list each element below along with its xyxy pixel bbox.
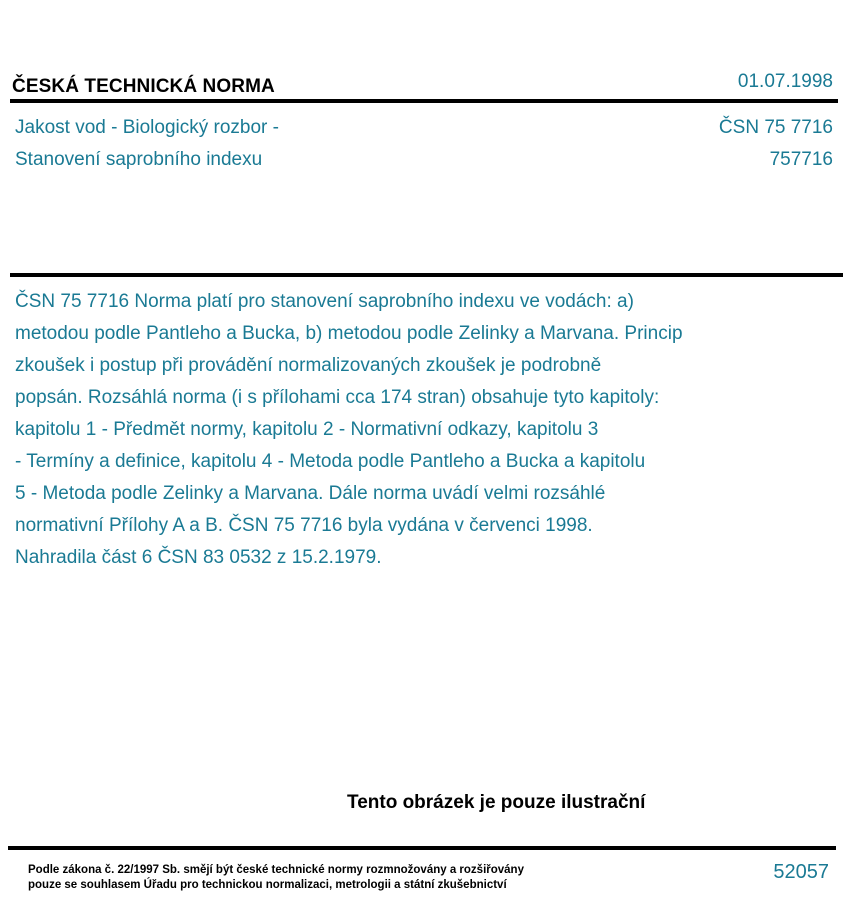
- abstract-line: zkoušek i postup při provádění normalizovaných zkoušek je podrobně: [15, 355, 602, 376]
- section-divider: [10, 273, 843, 277]
- abstract-line: - Termíny a definice, kapitolu 4 - Metoda podle Pantleho a Bucka a kapitolu: [15, 451, 646, 472]
- abstract-line: kapitolu 1 - Předmět normy, kapitolu 2 - Normativní odkazy, kapitolu 3: [15, 419, 599, 440]
- abstract-line: metodou podle Pantleho a Bucka, b) metodou podle Zelinky a Marvana. Princip: [15, 323, 683, 344]
- legal-notice-line-1: Podle zákona č. 22/1997 Sb. smějí být české technické normy rozmnožovány a rozšiřovány: [28, 864, 524, 876]
- subject-title-line-2: Stanovení saprobního indexu: [15, 149, 263, 170]
- abstract-line: Nahradila část 6 ČSN 83 0532 z 15.2.1979.: [15, 547, 382, 568]
- header-divider: [10, 99, 838, 103]
- illustration-note: Tento obrázek je pouze ilustrační: [347, 792, 646, 813]
- footer-divider: [8, 846, 836, 850]
- abstract-line: ČSN 75 7716 Norma platí pro stanovení saprobního indexu ve vodách: a): [15, 291, 634, 312]
- document-number: 52057: [773, 861, 829, 883]
- abstract-text: [15, 286, 815, 574]
- standard-type-heading: ČESKÁ TECHNICKÁ NORMA: [12, 76, 275, 97]
- legal-notice-line-2: pouze se souhlasem Úřadu pro technickou normalizaci, metrologii a státní zkušebnictví: [28, 879, 507, 891]
- abstract-line: 5 - Metoda podle Zelinky a Marvana. Dále norma uvádí velmi rozsáhlé: [15, 483, 606, 504]
- publication-date: 01.07.1998: [737, 71, 833, 92]
- abstract-line: popsán. Rozsáhlá norma (i s přílohami cca 174 stran) obsahuje tyto kapitoly:: [15, 387, 660, 408]
- subject-title-line-1: Jakost vod - Biologický rozbor -: [15, 117, 279, 138]
- abstract-line: normativní Přílohy A a B. ČSN 75 7716 byla vydána v červenci 1998.: [15, 515, 593, 536]
- standard-code: ČSN 75 7716: [718, 117, 833, 138]
- catalog-number: 757716: [769, 149, 833, 170]
